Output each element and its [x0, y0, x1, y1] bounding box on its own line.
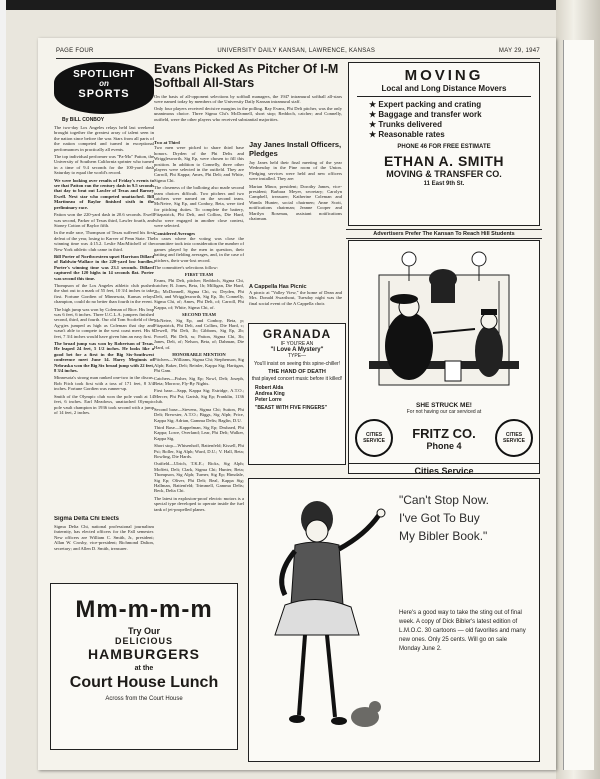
headline-line: My Bibler Book." — [399, 529, 488, 543]
ad-place: Court House Lunch — [69, 674, 219, 691]
ad-line: IF YOU'RE AN — [280, 341, 314, 347]
paragraph: Evans, Phi Delt, pitcher; Reddoch, Sigma Chi, catcher; B. Jones, Beta, 1b; Milligan, Die Hard, 2b; McDonnell, Sigma Chi, ss; Dryden, Phi Delt, and Wrigglesworth, Sig Ep, 3b; Connelly, Sigma Chi, of; Ames, Phi Delt, of; Carroll, Phi Kappa, of; White, Sigma Chi, of. — [154, 277, 244, 310]
ad-hamburgers: HAMBURGERS — [88, 646, 200, 662]
paragraph: In cases where the voting was close the committee took into consideration the number of games played by the men in question, their batting and fielding averages, and, in the case of pitchers, their won-lost record. — [154, 235, 244, 263]
headline: A Cappella Has Picnic — [249, 284, 307, 290]
headline-line: I've Got To Buy — [399, 511, 480, 525]
paragraph: Catchers—Fisher, Sig Ep; Nowl, Delt; Joseph, Beta; Morrow, Fly-By Nights. — [154, 375, 244, 387]
paragraph: Outfield—Ulrich, T.K.E.; Ricks, Sig Alph; Moffett, Delt; Clark, Sigma Chi; Hunter, Beta; Thompson, Sig Alph; Turner, Sig Ep; Hinsdale, Sig Ep; Oliver, Phi Delt; Beal, Kappa Sig; Hallman, Battenfeld; Trimmell, Gamma Delts; Beck, Delta Chi. — [154, 461, 244, 494]
ad-line: TYPE— — [287, 353, 307, 359]
logo-spotlight: SPOTLIGHT — [73, 69, 135, 80]
bullet-item — [369, 100, 539, 110]
subhead: FIRST TEAM — [184, 272, 214, 278]
ad-line: THE HAND OF DEATH — [268, 369, 326, 375]
moving-subtitle: Local and Long Distance Movers — [381, 84, 507, 93]
jay-janes-article — [249, 140, 342, 280]
ad-line: that played concert music before it killed! — [251, 376, 343, 382]
moving-title: MOVING — [404, 67, 484, 84]
bibler-body: Here's a good way to take the sting out of final week. A copy of Dick Bibler's latest edition of L.M.O.C. 30 cartoons — old favorites and many new ones. Only 25 cents. Will go on sale Monday June 2. — [399, 610, 526, 652]
paragraph: Pitchers—Williams, Sigma Chi; Stephenson, Sig Alph; Baker, Delt; Reinler, Kappa Sig; Hartigan, Phi Gam. — [154, 357, 244, 374]
paragraph: In the mile race, Thompson of Texas suffered his first defeat of the year, losing to Karver of Penn State. The winning time was 4:15.2. Leslie MacMitchell of the New York athletic club came in third. — [54, 230, 154, 252]
cartoon-caption-sub: For not having our car serviced at — [406, 409, 482, 415]
subhead: Considered Averages — [154, 230, 196, 236]
spotlight-column — [54, 62, 154, 582]
paragraph: Short stop—Whisenhoff, Battenfeld; Kissell, Phi Psi; Boller, Sig Alph; Ward, D.U.; V. Hall, Beta; Bowling, Die Hards. — [154, 443, 244, 459]
logo-on: on — [99, 79, 109, 88]
ad-hum: Mm-m-m-m — [75, 596, 213, 623]
bullet-text: Expert packing and crating — [378, 100, 482, 109]
bibler-headline — [399, 491, 529, 545]
star-icon: ★ — [369, 130, 379, 139]
paragraph: Thompson of the Los Angeles athletic club pushed the shot out to a mark of 55 feet, 10 3/4 inches to take first. Fortune Gordien of Minnesota, Kansas relays champion, could do no better than fourth in the event. — [54, 282, 154, 305]
ad-at: at the — [134, 665, 154, 672]
fritz-name: FRITZ CO. — [412, 425, 476, 441]
star-icon: ★ — [369, 100, 379, 109]
article-body — [54, 125, 154, 415]
moving-ad — [348, 62, 540, 226]
evans-article-headline-block — [154, 62, 342, 90]
paragraph: The broad jump was won by Robertson of Texas. He leaped 24 feet, 5 1/2 inches. He looks like a good bet for a first in the Big Six-Southwest conference meet June 14. Harry Meginnis of Nebraska won the Big Six broad jump with 22 feet, 8 3/4 inches. — [54, 341, 154, 374]
page-header — [56, 48, 540, 59]
paragraph: The two-day Los Angeles relays held last weekend brought together the greatest array of talent seen in the nation since before the war. Stars from all parts of the nation competed and turned in exceptional performances in practically all events. — [54, 125, 154, 152]
paragraph: On the basis of all-opponent selections by softball managers, the 1947 intramural softball all-stars were named today by members of the University Daily Kansan intramural staff. — [154, 94, 342, 105]
paragraph: Only four players received decisive margins in the polling. Ray Evans, Phi Delt pitcher, was the only unanimous choice. Three Sigma Chi's McDonnell, short stop; Reddoch, catcher; and Connelly, outfield, were the other players who received substantial majorities. — [154, 105, 342, 122]
subhead: Two at Third — [154, 140, 180, 145]
paragraph: Smith of the Olympic club won the pole vault at 14 feet, 6 inches. Earl Meadows, unattached Olympic pole vault champion in 1936 took second with a jump of 14 feet, 2 inches. — [54, 393, 154, 415]
date: MAY 29, 1947 — [498, 48, 540, 54]
granada-ad — [248, 323, 346, 465]
paragraph: Second base—Stevens, Sigma Chi; Sutton, Phi Delt; Brewster, A.T.O.; Biggs, Sig Alph; Price, Kappa Sig; Adrian, Gamma Delts; Baglin, D.U. — [154, 406, 244, 423]
cartoon-caption: SHE STRUCK ME! — [416, 402, 472, 409]
newspaper-page — [38, 38, 556, 770]
ad-across: Across from the Court House — [105, 696, 183, 702]
bibler-book-ad — [248, 478, 540, 762]
a-cappella-article — [249, 284, 342, 318]
paragraph: The high jump was won by Coleman of Rice. His leap was 6 feet, 6 inches. Three U.C.L.A. jumpers finished second, third, and fourth. Our old Tom Scofield of the Ag-gies jumped as high as Coleman that day and wasn't able to compete in the west coast meet. His 6 feet, 7 3/4 inches would have given him an easy first. — [54, 306, 154, 339]
bullet-item — [369, 110, 539, 120]
sigma-delta-chi-article — [54, 516, 154, 578]
spotlight-logo — [54, 62, 154, 114]
headline: Sigma Delta Chi Elects — [54, 516, 120, 522]
subhead: SECOND TEAM — [182, 312, 216, 318]
cast-member: Robert Alda — [255, 385, 284, 391]
byline: By BILL CONBOY — [62, 117, 105, 123]
paragraph: Jay Janes held their final meeting of the year Wednesday in the Pine room of the Union. Pledging services were held and new officers were installed. They are: — [249, 160, 342, 182]
court-house-lunch-ad — [50, 583, 238, 750]
theater-name: GRANADA — [262, 327, 332, 341]
cast-member: Peter Lorre — [255, 397, 282, 403]
evans-column-1 — [154, 140, 244, 580]
ad-try: Try Our — [127, 626, 160, 636]
bullet-item — [369, 120, 539, 130]
page-number: PAGE FOUR — [56, 48, 94, 54]
cartoon-illustration — [349, 241, 539, 401]
ad-line: "I Love A Mystery" — [270, 347, 324, 353]
article-body: Sigma Delta Chi, national professional journalism fraternity, has elected officers for the Fall semester. New officers are William C. Smith, Jr., president; Allan W. Crosby, vice-president; Richmond Dalton, secretary; and Allen D. Smith, treasurer. — [54, 524, 154, 551]
article-body: A picnic at "Valley View," the home of Dean and Mrs. Donald Swarthout, Tuesday night was the final social event of the A Cappella choir. — [249, 290, 342, 306]
moving-company: MOVING & TRANSFER CO. — [386, 169, 502, 179]
bullet-text: Trunks delivered — [378, 120, 442, 129]
star-icon: ★ — [369, 110, 379, 119]
paragraph: McNeive, Sig Ep, and Conboy, Beta, p; Fitzpatrick, Phi Delt, and Collins, Die Hard, c; Dewell, Phi Delt, 1b; Gibbons, Sig Ep, 2b; Powell, Phi Delt, ss; Patton, Sigma Chi, 3b; Janes, Delt, of; Nelson, Beta, of; Dahman, Die Hard, of. — [154, 317, 244, 350]
bullet-text: Baggage and transfer work — [378, 110, 482, 119]
logo-sports: SPORTS — [78, 88, 130, 100]
ad-line: You'll insist on seeing this spine-chiller! — [253, 361, 341, 367]
headline: Jay Janes Install Officers, Pledges — [249, 140, 342, 158]
cartoon-girl-illustration — [255, 485, 395, 755]
paragraph: Bill Porter of Northwestern upset Harrison Dillard of Baldwin-Wallace in the 220-yard low hurdles. Porter's winning time was 23.1 seconds. Dillard captured the 120 highs in 14 seconds flat. Porter was second this time. — [54, 253, 154, 281]
star-icon: ★ — [369, 120, 379, 129]
film-title: "BEAST WITH FIVE FINGERS" — [255, 405, 327, 411]
paragraph: Marian Minor, president; Dorothy James, vice-president; Barbara Meyer, secretary; Carolyn Campbell, treasurer; Katherine Coleman and Wanda Hunter, social chairmen; Anne Scott, notifications chairman; Jeanne Cooper and Marilyn Rosenau, assistant notifications chairman. — [249, 183, 342, 222]
moving-address: 11 East 9th St. — [423, 181, 465, 187]
fritz-co-ad — [348, 240, 540, 474]
paragraph: Patton won the 220-yard dash in 20.6 seconds. Ewell was second, Parker of Texas third, Lawler fourth, and Stoney Cotton of Baylor fifth. — [54, 212, 154, 228]
masthead: UNIVERSITY DAILY KANSAN, LAWRENCE, KANSAS — [217, 48, 376, 54]
moving-name: ETHAN A. SMITH — [383, 153, 505, 169]
paragraph: Two men were picked to share third base honors. Dryden of the Phi Delts and Wrigglesworth, Sig Ep, were chosen to fill this position. In addition to Connelly, three other players were selected in the outfield. They are Carroll, Phi Kappa; Ames, Phi Delt; and White, Sigma Chi. — [154, 145, 244, 183]
paragraph: The committee's selections follow: — [154, 264, 218, 270]
paragraph: The latest in explosion-proof electric motors is a special type developed to operate inside the fuel tank of jet-propelled planes. — [154, 495, 244, 512]
paragraph: Third Base—Kappelman, Sig Ep; Drubaed, Phi Kappa; Lowe, Overland; Lear, Phi Delt; Walker, Kappa Sig. — [154, 424, 244, 441]
cast-member: Andrea King — [255, 391, 285, 397]
cities-service-logo: CITIES SERVICE — [355, 419, 393, 457]
paragraph: The top individual performer was "Pa-Mo" Patton, the University of Southern California sprinter who turned in a time of 9.4 seconds for the 100-yard dash Saturday to equal the world's record. — [54, 154, 154, 176]
book-binding-page — [563, 40, 594, 770]
paragraph: The closeness of the balloting also made second team choices difficult. Two pitchers and two catchers were named on the second team. McNeive, Sig Ep, and Conboy, Beta, were tied for pitching duties. To complete the battery, Fitzpatrick, Phi Delt, and Collins, Die Hard, who were engaged in another close contest, were selected. — [154, 185, 244, 229]
kansan-tagline: Advertisers Prefer The Kansan To Reach Hill Students — [346, 229, 542, 239]
bullet-item — [369, 130, 539, 140]
top-strip — [0, 0, 600, 10]
paragraph: We were looking over results of Friday's events to see that Patton ran the century dash in 9.5 seconds that day to beat out Lawler of Texas and Barney Ewell. Next star who competed unattached. Bill Martineau of Baylor finished sixth in the preliminary race. — [54, 177, 154, 210]
bullet-text: Reasonable rates — [378, 130, 445, 139]
headline: Evans Picked As Pitcher Of I-M Softball All-Stars — [154, 62, 339, 90]
cities-service-logo: CITIES SERVICE — [495, 419, 533, 457]
paragraph: First base—Sapp, Kappa Sig; Estridge, A.T.O.; Mercer, Phi Psi; Garish, Sig Ep; Franklin, 1136 club. — [154, 388, 244, 405]
cities-service-text: Cities Service — [349, 463, 539, 476]
subhead: HONORABLE MENTION — [172, 352, 226, 358]
evans-lede — [154, 94, 342, 138]
fritz-phone: Phone 4 — [426, 440, 462, 451]
left-strip — [0, 0, 6, 779]
headline-line: "Can't Stop Now. — [399, 493, 489, 507]
moving-phone: PHONE 46 FOR FREE ESTIMATE — [397, 144, 491, 150]
paragraph: Minnesota's strong man ranked one-two in the discus. Bob Fitch took first with a toss of 171 feet, 8 3/4 inches. Fortune Gordien was runner-up. — [54, 375, 154, 392]
ad-delicious: DELICIOUS — [114, 636, 173, 646]
